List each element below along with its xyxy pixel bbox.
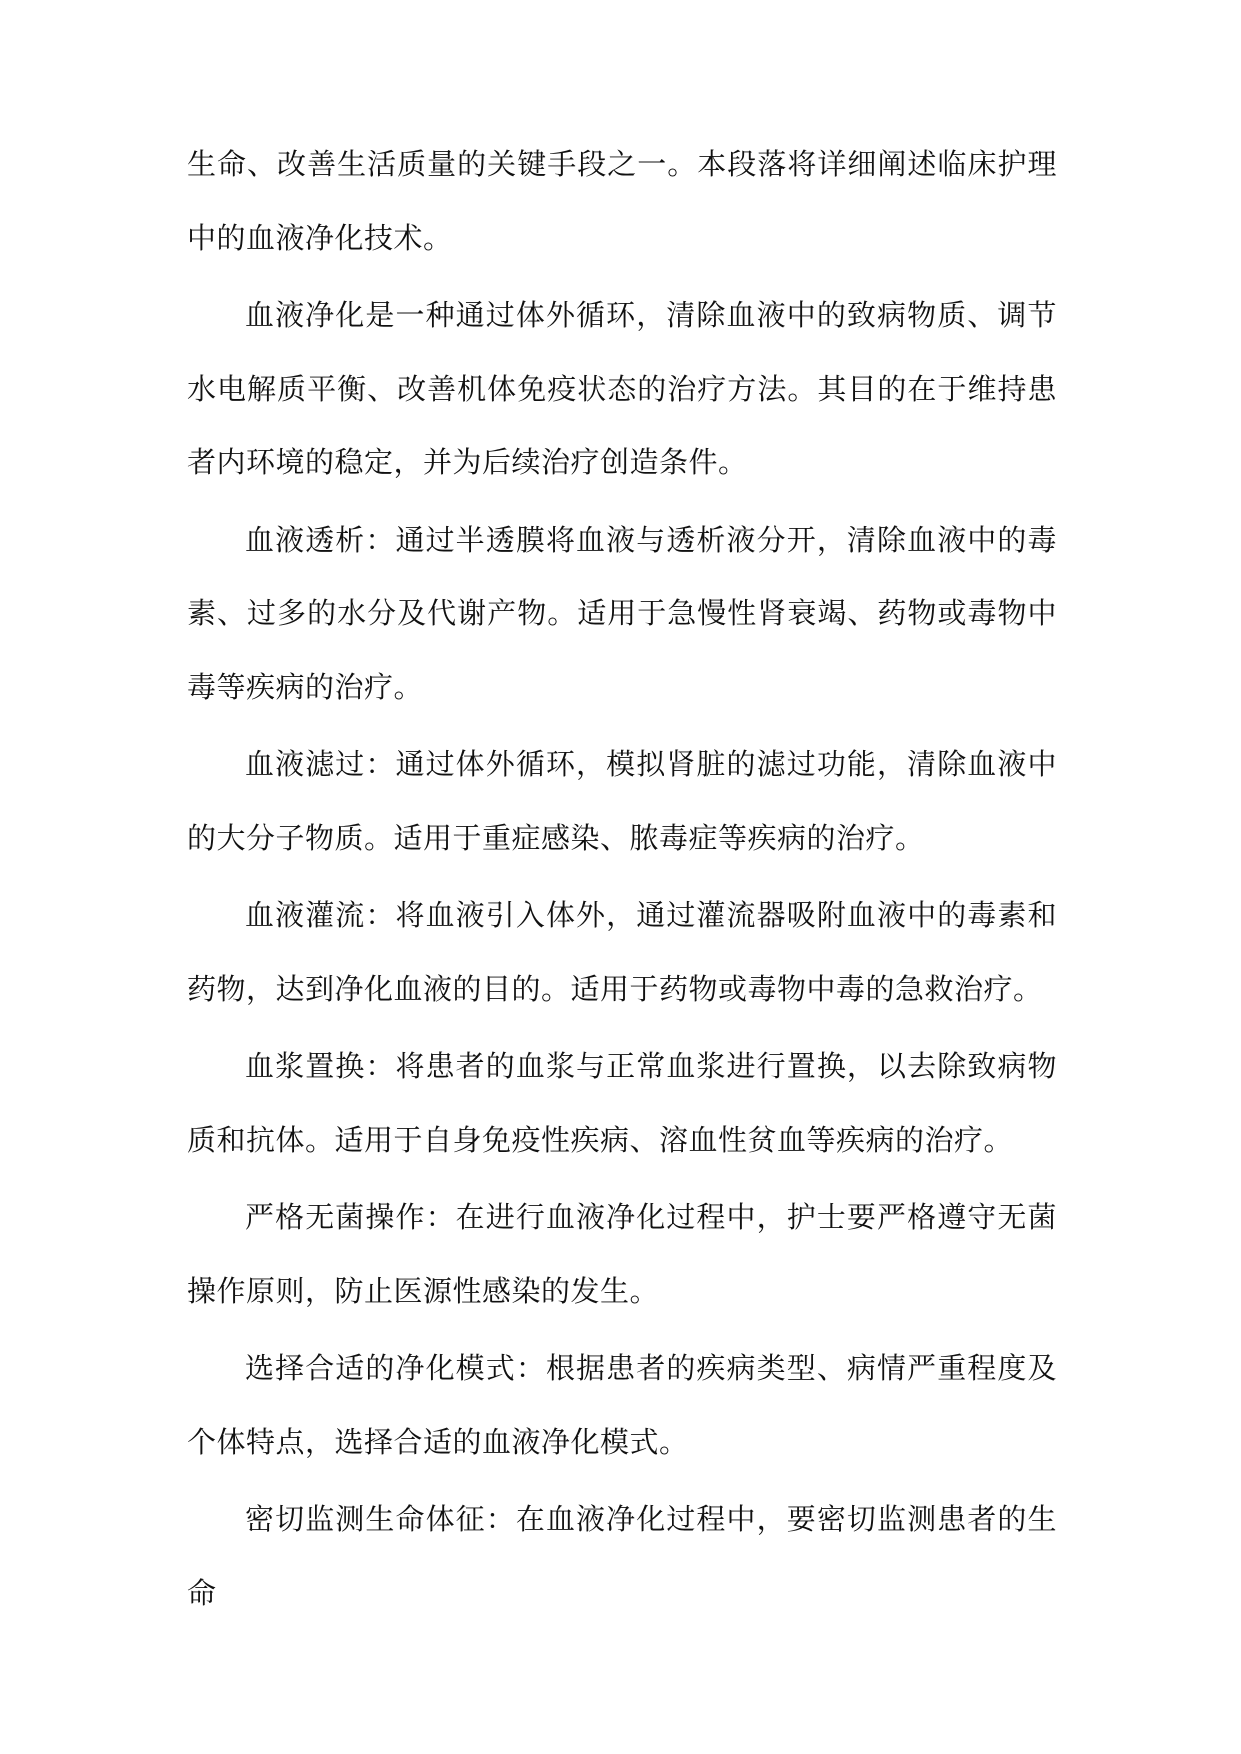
paragraph-monitor-vitals: 密切监测生命体征：在血液净化过程中，要密切监测患者的生命 [187, 1502, 1057, 1610]
paragraph-aseptic-operation: 严格无菌操作：在进行血液净化过程中，护士要严格遵守无菌操作原则，防止医源性感染的发生。 [187, 1200, 1057, 1308]
paragraph-choose-mode: 选择合适的净化模式：根据患者的疾病类型、病情严重程度及个体特点，选择合适的血液净化模式。 [187, 1351, 1057, 1459]
paragraph-blood-purification-definition: 血液净化是一种通过体外循环，清除血液中的致病物质、调节水电解质平衡、改善机体免疫状态的治疗方法。其目的在于维持患者内环境的稳定，并为后续治疗创造条件。 [187, 298, 1057, 479]
paragraph-hemodialysis: 血液透析：通过半透膜将血液与透析液分开，清除血液中的毒素、过多的水分及代谢产物。适用于急慢性肾衰竭、药物或毒物中毒等疾病的治疗。 [187, 522, 1057, 704]
paragraph-hemoperfusion: 血液灌流：将血液引入体外，通过灌流器吸附血液中的毒素和药物，达到净化血液的目的。适用于药物或毒物中毒的急救治疗。 [187, 898, 1057, 1006]
body-text [187, 128, 1057, 1634]
paragraph-plasma-exchange: 血浆置换：将患者的血浆与正常血浆进行置换，以去除致病物质和抗体。适用于自身免疫性疾病、溶血性贫血等疾病的治疗。 [187, 1049, 1057, 1157]
paragraph-continuation: 生命、改善生活质量的关键手段之一。本段落将详细阐述临床护理中的血液净化技术。 [187, 147, 1057, 255]
paragraph-hemofiltration: 血液滤过：通过体外循环，模拟肾脏的滤过功能，清除血液中的大分子物质。适用于重症感染、脓毒症等疾病的治疗。 [187, 747, 1057, 855]
